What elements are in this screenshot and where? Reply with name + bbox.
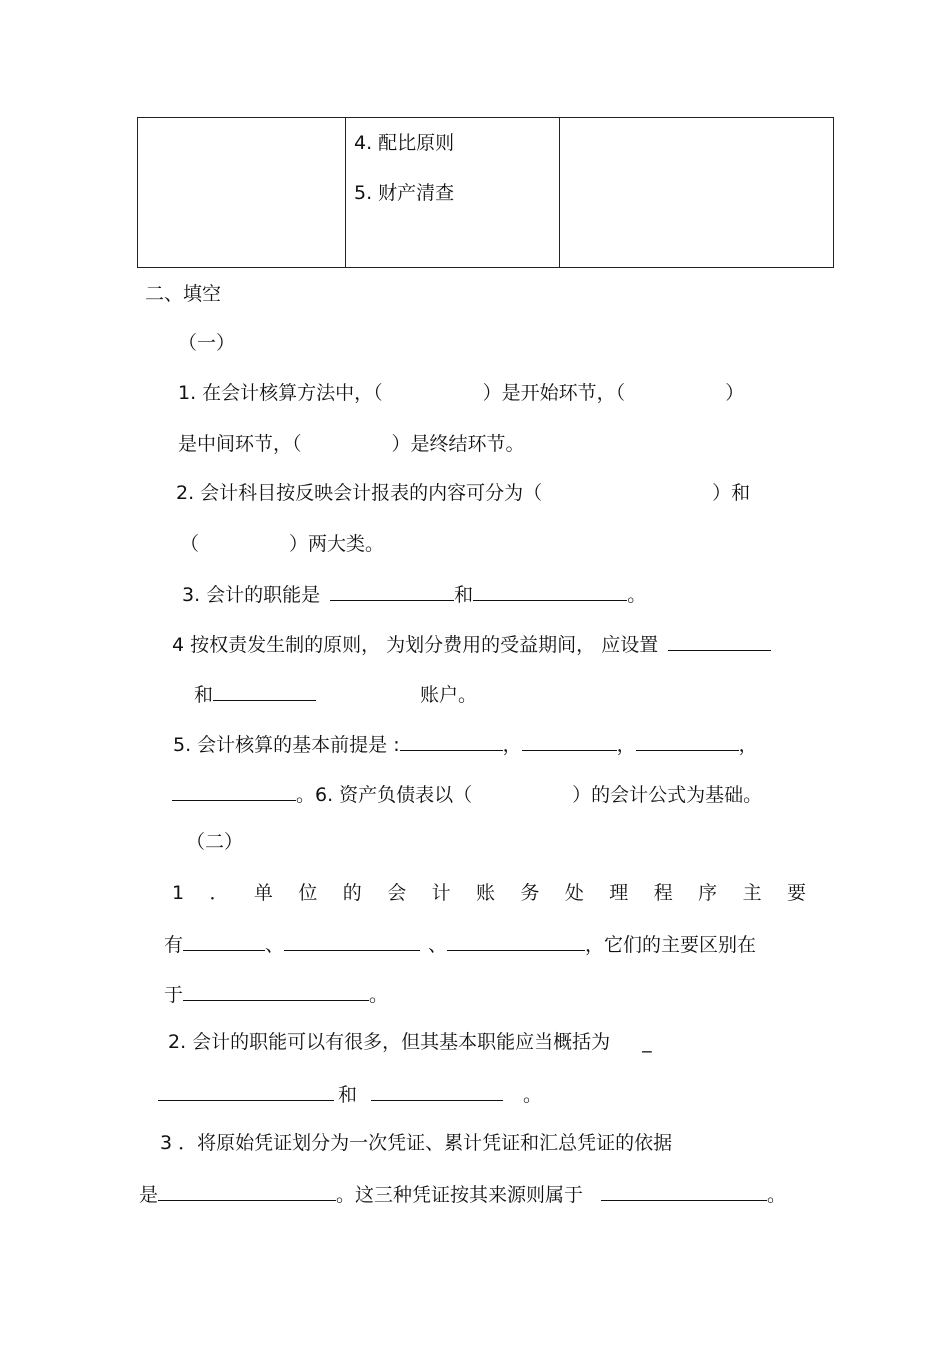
fill-blank[interactable] xyxy=(158,1080,334,1101)
question-text: ）两大类。 xyxy=(289,533,385,555)
question-text: 3 ．将原始凭证划分为一次凭证、累计凭证和汇总凭证的依据 xyxy=(160,1132,673,1154)
question-text: 和 xyxy=(338,1084,358,1106)
fill-blank[interactable] xyxy=(447,930,585,951)
question-text: 。这三种凭证按其来源则属于 xyxy=(336,1184,584,1206)
question-text: 是中间环节，（ xyxy=(178,433,302,455)
separator: ， xyxy=(616,734,636,756)
question-text: ）和 xyxy=(712,482,751,504)
question-text: ）的会计公式为基础。 xyxy=(572,784,763,806)
separator: ， xyxy=(502,734,522,756)
part2-question-1-line-1 xyxy=(172,880,806,906)
fill-blank[interactable] xyxy=(601,1180,767,1201)
dash-mark: _ xyxy=(642,1031,652,1053)
question-text: 5. 会计核算的基本前提是 : xyxy=(173,734,400,756)
subsection-label: （一） xyxy=(178,332,236,354)
question-text: 和 xyxy=(454,584,474,606)
question-text: ，它们的主要区别在 xyxy=(585,934,757,956)
part2-question-2-line-2 xyxy=(158,1080,542,1108)
question-char: 要 xyxy=(786,882,806,904)
question-3 xyxy=(182,580,646,608)
section-heading: 二、填空 xyxy=(145,283,222,305)
part2-question-1-line-3 xyxy=(164,980,388,1008)
question-char: 主 xyxy=(742,882,762,904)
question-text: 。 xyxy=(627,584,647,606)
question-char: 程 xyxy=(653,882,673,904)
question-text: 。 xyxy=(523,1084,543,1106)
part2-question-2-line-1 xyxy=(168,1029,652,1055)
question-text: 有 xyxy=(164,934,184,956)
question-text: 2. 会计科目按反映会计报表的内容可分为（ xyxy=(176,482,543,504)
question-char: ． xyxy=(209,882,229,904)
question-text: 和 xyxy=(194,684,214,706)
fill-blank[interactable] xyxy=(522,730,617,751)
separator: 、 xyxy=(428,934,448,956)
question-text: 4 按权责发生制的原则， 为划分费用的受益期间， 应设置 xyxy=(172,634,659,656)
question-char: 会 xyxy=(387,882,407,904)
question-char: 的 xyxy=(342,882,362,904)
fill-blank[interactable] xyxy=(213,680,316,701)
fill-blank[interactable] xyxy=(668,630,771,651)
fill-blank[interactable] xyxy=(473,580,627,601)
fill-blank[interactable] xyxy=(183,980,369,1001)
question-char: 计 xyxy=(431,882,451,904)
question-text: 。 xyxy=(369,984,389,1006)
question-text: ）是终结环节。 xyxy=(391,433,525,455)
question-5 xyxy=(173,730,758,758)
question-char: 务 xyxy=(520,882,540,904)
separator: 、 xyxy=(265,934,285,956)
question-1-line-1 xyxy=(178,380,744,406)
part2-question-3-line-2 xyxy=(139,1180,786,1208)
separator: ， xyxy=(738,734,758,756)
question-char: 1 xyxy=(172,882,185,904)
question-text: 。 xyxy=(767,1184,787,1206)
question-text: 3. 会计的职能是 xyxy=(182,584,321,606)
part2-question-1-line-2 xyxy=(164,930,756,958)
question-text: 。6. 资产负债表以（ xyxy=(296,784,473,806)
table-item: 4. 配比原则 xyxy=(354,132,455,154)
fill-blank[interactable] xyxy=(158,1180,336,1201)
fill-blank[interactable] xyxy=(636,730,739,751)
question-text: 于 xyxy=(164,984,184,1006)
question-4-line-1 xyxy=(172,630,771,658)
question-2-line-2 xyxy=(180,531,384,557)
fill-blank[interactable] xyxy=(284,930,420,951)
question-text: 账户。 xyxy=(420,684,478,706)
question-char: 序 xyxy=(698,882,718,904)
concept-table xyxy=(137,117,834,268)
table-cell-empty-right xyxy=(560,118,834,268)
question-char: 单 xyxy=(253,882,273,904)
question-text: 是 xyxy=(139,1184,159,1206)
subsection-label: （二） xyxy=(186,831,244,853)
part2-question-3-line-1 xyxy=(160,1130,672,1156)
question-text: ）是开始环节，（ xyxy=(482,382,626,404)
fill-blank[interactable] xyxy=(183,930,265,951)
question-char: 处 xyxy=(564,882,584,904)
fill-blank[interactable] xyxy=(371,1080,503,1101)
table-cell-empty-left xyxy=(138,118,346,268)
question-text: 2. 会计的职能可以有很多，但其基本职能应当概括为 xyxy=(168,1031,611,1053)
table-item: 5. 财产清查 xyxy=(354,182,455,204)
question-char: 理 xyxy=(609,882,629,904)
question-char: 账 xyxy=(476,882,496,904)
fill-blank[interactable] xyxy=(400,730,503,751)
question-4-line-2 xyxy=(194,680,477,708)
question-6 xyxy=(172,780,762,808)
question-text: ） xyxy=(725,382,745,404)
fill-blank[interactable] xyxy=(172,780,296,801)
fill-blank[interactable] xyxy=(330,580,454,601)
question-text: 1. 在会计核算方法中，（ xyxy=(178,382,383,404)
question-2-line-1 xyxy=(176,480,750,506)
question-text: （ xyxy=(180,533,200,555)
question-1-line-2 xyxy=(178,431,525,457)
question-char: 位 xyxy=(298,882,318,904)
